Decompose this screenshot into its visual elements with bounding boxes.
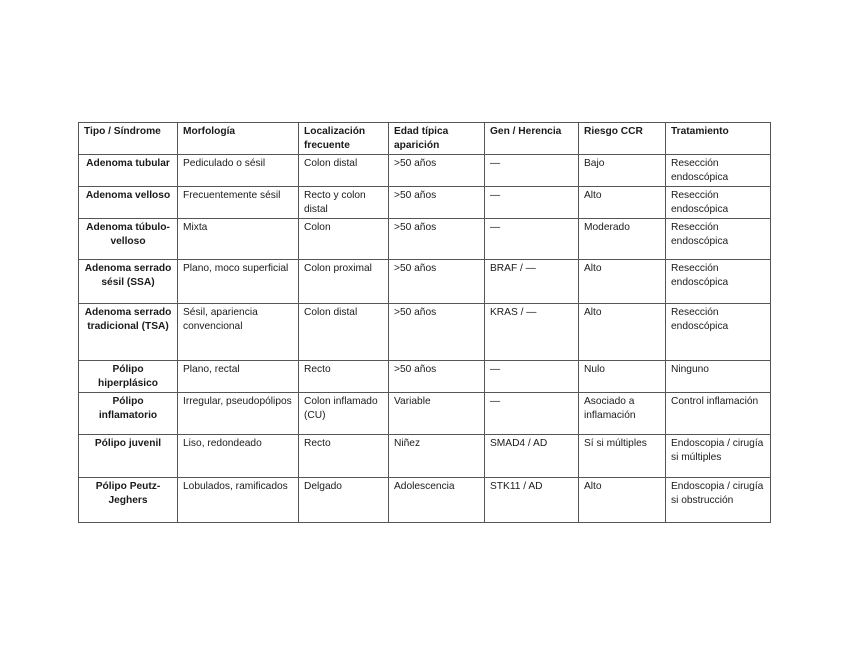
- cell-localizacion: Recto y colon distal: [299, 187, 389, 219]
- cell-edad: Adolescencia: [389, 478, 485, 523]
- cell-gen: —: [485, 219, 579, 260]
- cell-morfologia: Pediculado o sésil: [178, 155, 299, 187]
- cell-tratamiento: Control inflamación: [666, 393, 771, 435]
- cell-edad: Niñez: [389, 435, 485, 478]
- table-row: [79, 187, 771, 219]
- header-riesgo: Riesgo CCR: [579, 123, 666, 155]
- cell-morfologia: Plano, moco superficial: [178, 260, 299, 304]
- cell-tratamiento: Resección endoscópica: [666, 187, 771, 219]
- header-morfologia: Morfología: [178, 123, 299, 155]
- cell-riesgo: Bajo: [579, 155, 666, 187]
- cell-tratamiento: Endoscopia / cirugía si múltiples: [666, 435, 771, 478]
- cell-tipo: Pólipo inflamatorio: [79, 393, 178, 435]
- cell-morfologia: Frecuentemente sésil: [178, 187, 299, 219]
- table-row: [79, 393, 771, 435]
- cell-morfologia: Lobulados, ramificados: [178, 478, 299, 523]
- cell-riesgo: Asociado a inflamación: [579, 393, 666, 435]
- cell-edad: >50 años: [389, 155, 485, 187]
- cell-localizacion: Colon inflamado (CU): [299, 393, 389, 435]
- cell-gen: BRAF / —: [485, 260, 579, 304]
- cell-riesgo: Alto: [579, 478, 666, 523]
- cell-tratamiento: Endoscopia / cirugía si obstrucción: [666, 478, 771, 523]
- table-row: [79, 260, 771, 304]
- table-row: [79, 435, 771, 478]
- cell-tratamiento: Ninguno: [666, 361, 771, 393]
- cell-morfologia: Irregular, pseudopólipos: [178, 393, 299, 435]
- cell-tratamiento: Resección endoscópica: [666, 304, 771, 361]
- cell-morfologia: Sésil, apariencia convencional: [178, 304, 299, 361]
- cell-gen: SMAD4 / AD: [485, 435, 579, 478]
- cell-tipo: Adenoma tubular: [79, 155, 178, 187]
- header-tratamiento: Tratamiento: [666, 123, 771, 155]
- cell-morfologia: Mixta: [178, 219, 299, 260]
- table-header-row: [79, 123, 771, 155]
- cell-localizacion: Colon: [299, 219, 389, 260]
- header-tipo: Tipo / Síndrome: [79, 123, 178, 155]
- cell-riesgo: Alto: [579, 260, 666, 304]
- table-row: [79, 478, 771, 523]
- cell-localizacion: Recto: [299, 435, 389, 478]
- cell-riesgo: Sí si múltiples: [579, 435, 666, 478]
- cell-gen: —: [485, 361, 579, 393]
- cell-tratamiento: Resección endoscópica: [666, 219, 771, 260]
- cell-tipo: Adenoma velloso: [79, 187, 178, 219]
- cell-gen: —: [485, 393, 579, 435]
- cell-tipo: Pólipo hiperplásico: [79, 361, 178, 393]
- cell-tipo: Adenoma túbulo-velloso: [79, 219, 178, 260]
- cell-localizacion: Colon proximal: [299, 260, 389, 304]
- cell-tipo: Adenoma serrado sésil (SSA): [79, 260, 178, 304]
- cell-riesgo: Alto: [579, 187, 666, 219]
- polyp-classification-table: [78, 122, 771, 523]
- cell-localizacion: Colon distal: [299, 304, 389, 361]
- cell-edad: >50 años: [389, 260, 485, 304]
- header-gen: Gen / Herencia: [485, 123, 579, 155]
- cell-riesgo: Moderado: [579, 219, 666, 260]
- table-row: [79, 219, 771, 260]
- cell-edad: >50 años: [389, 361, 485, 393]
- cell-edad: >50 años: [389, 304, 485, 361]
- cell-tipo: Adenoma serrado tradicional (TSA): [79, 304, 178, 361]
- cell-gen: STK11 / AD: [485, 478, 579, 523]
- cell-tipo: Pólipo Peutz-Jeghers: [79, 478, 178, 523]
- cell-edad: >50 años: [389, 187, 485, 219]
- cell-riesgo: Nulo: [579, 361, 666, 393]
- cell-morfologia: Liso, redondeado: [178, 435, 299, 478]
- cell-gen: —: [485, 155, 579, 187]
- cell-tratamiento: Resección endoscópica: [666, 260, 771, 304]
- cell-riesgo: Alto: [579, 304, 666, 361]
- cell-edad: Variable: [389, 393, 485, 435]
- table-row: [79, 304, 771, 361]
- cell-localizacion: Recto: [299, 361, 389, 393]
- header-edad: Edad típica aparición: [389, 123, 485, 155]
- cell-localizacion: Delgado: [299, 478, 389, 523]
- cell-edad: >50 años: [389, 219, 485, 260]
- table-row: [79, 155, 771, 187]
- cell-morfologia: Plano, rectal: [178, 361, 299, 393]
- header-localizacion: Localización frecuente: [299, 123, 389, 155]
- cell-tratamiento: Resección endoscópica: [666, 155, 771, 187]
- cell-gen: KRAS / —: [485, 304, 579, 361]
- cell-gen: —: [485, 187, 579, 219]
- cell-localizacion: Colon distal: [299, 155, 389, 187]
- cell-tipo: Pólipo juvenil: [79, 435, 178, 478]
- table-row: [79, 361, 771, 393]
